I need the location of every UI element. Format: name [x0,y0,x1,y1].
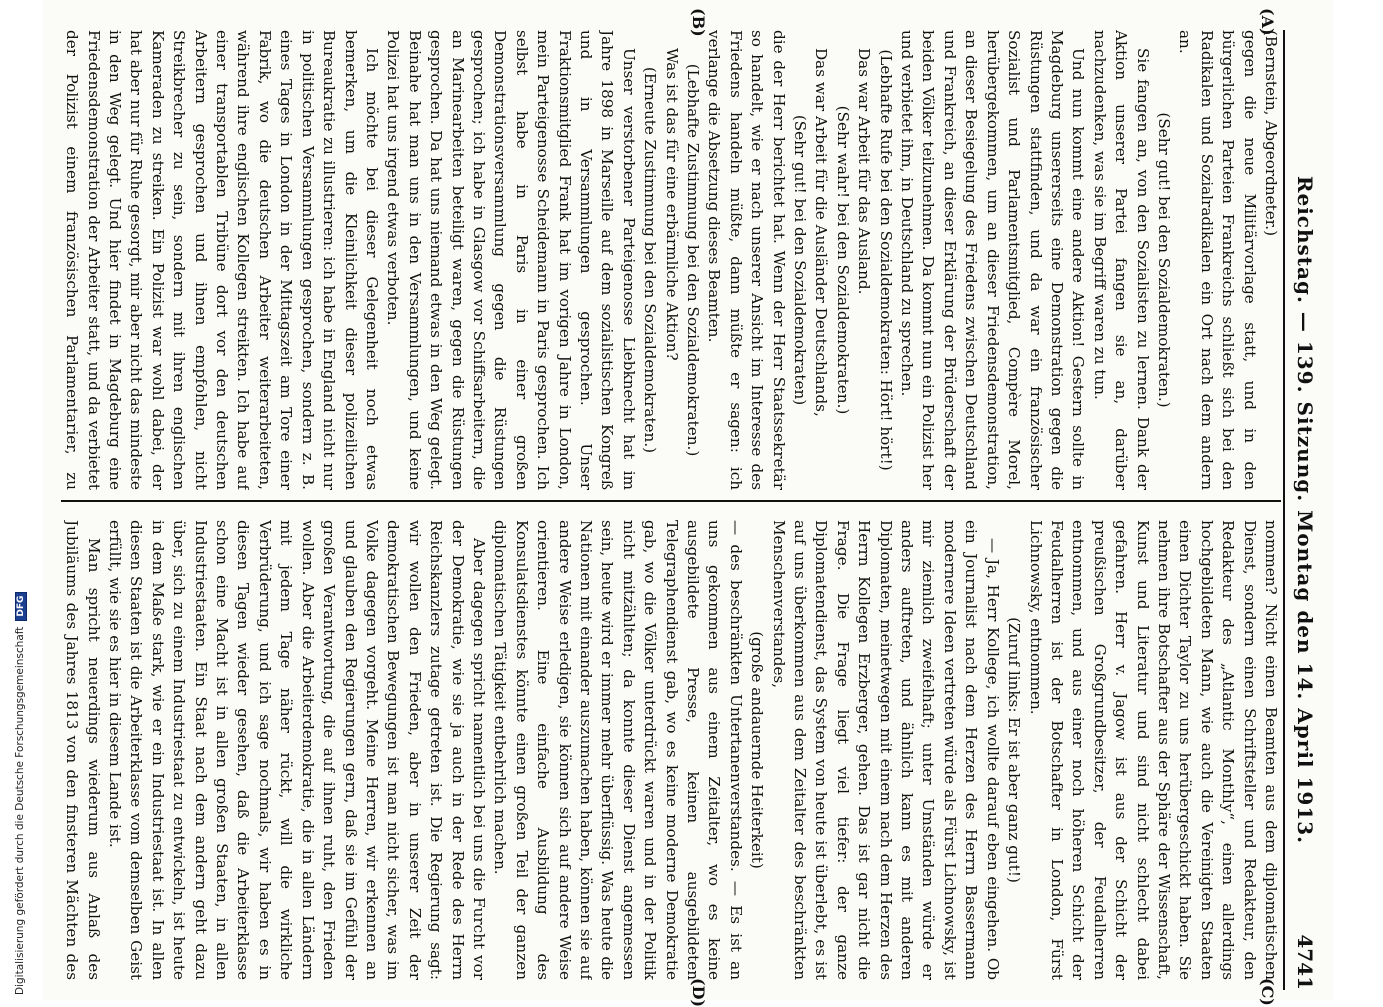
credit-strip [0,0,26,1000]
paragraph: Was ist das für eine erbärmliche Aktion? [662,48,681,361]
margin-letter-d: (D) [689,978,708,1007]
newspaper-page [43,0,1333,1007]
left-text-column [61,30,1281,490]
interjection: (Sehr gut! bei den Sozialdemokraten) [791,114,810,406]
margin-letter-b: (B) [689,8,708,37]
paragraph: gegen die neue Militärvorlage statt, und in den bürgerlichen Parteien Frankreichs schließt sich bei den Radikalen und Sozialradikalen ein Ort nach dem andern an. [1176,30,1259,490]
page-header [1283,30,1321,990]
paragraph: Das war Arbeit für die Ausländer Deutschlands, [812,48,831,417]
digitization-credit [14,5,30,995]
interjection: (Lebhafte Zustimmung bei den Sozialdemokraten.) [684,63,703,457]
interjection: (Erneute Zustimmung bei den Sozialdemokraten.) [641,66,660,454]
right-text-column [61,520,1281,980]
paragraph: Unser verstorbener Parteigenosse Liebknecht hat im Jahre 1898 in Marseille auf dem sozialistischen Kongreß und in Versammlungen gesprochen. Unser Fraktionsmitglied Frank hat im vorigen Jahre in London, mein Parteigenosse Scheidemann in Paris gesprochen. Ich selbst habe in Paris in einer großen Demonstrationsversammlung gegen die Rüstungen gesprochen; ich habe in Glasgow vor Schiffsarbeitern, die an Marinearbeiten beteiligt waren, gegen die Rüstungen gesprochen. Da hat uns niemand etwas in den Weg gelegt. Beinahe hat man uns in den Versammlungen, und keine Polizei hat uns irgend etwas verboten. [384,30,638,490]
page-number: 4741 [1293,934,1317,990]
interjection: (Sehr gut! bei den Sozialdemokraten.) [1154,112,1173,408]
paragraph: Aber dagegen spricht namentlich bei uns die Furcht vor der Demokratie, wie sie ja auch in der Rede des Herrn Reichskanzlers zutage getreten ist. Die Regierung sagt: wir wollen den Frieden, aber in unserer Zeit der demokratischen Bewegungen ist man nicht sicher, was im Volke dagegen vorgeht. Meine Herren, wir erkennen an und glauben den Regierungen gern, daß sie im Gefühl der großen Verantwortung, die auf ihnen ruht, den Frieden wollen. Aber die Arbeiterdemokratie, die in allen Ländern mit jedem Tage näher rückt, will die wirkliche Verbrüderung, und ich sage nochmals, wir haben es in diesen Tagen wieder gesehen, daß die Arbeiterklasse schon eine Macht ist in allen großen Staaten, in allen Industriestaaten. Ein Staat nach dem andern geht dazu über, sich zu einem Industriestaat zu entwickeln, ist heute in dem Maße stark, wie er ein Industriestaat ist. In allen diesen Staaten ist die Arbeiterklasse vom demselben Geist erfüllt, wie sie es hier in diesem Lande ist. [106,520,488,980]
paragraph: Ich möchte bei dieser Gelegenheit noch etwas bemerken, um die Kleinlichkeit dieser polizeilichen Bureaukratie zu illustrieren: ich habe in England nicht nur in politischen Versammlungen gesprochen, sondern z. B. eines Tages in London in der Mittagszeit am Tore einer Fabrik, wo die deutschen Arbeiter weiterarbeiteten, während ihre englischen Kollegen streikten. Ich habe auf einer transportablen Tribüne dort vor den deutschen Arbeitern gesprochen und ihnen empfohlen, nicht Streikbrecher zu sein, sondern mit ihren englischen Kameraden zu streiken. Ein Polizist war wohl dabei, der hat aber nur für Ruhe gesorgt, mir aber nicht das mindeste in den Weg gelegt. Und hier findet in Magdeburg eine Friedensdemonstration der Arbeiter statt, und da verbietet der Polizist einem französischen Parlamentarier, zu [63,30,381,490]
margin-letter-a: (A) [1258,8,1277,36]
credit-text: Digitalisierung gefördert durch die Deutsche Forschungsgemeinschaft [14,626,26,995]
paragraph: — des beschränkten Untertanenverstandes. — Es ist an uns gekommen aus einem Zeitalter, wo es keine ausgebildete Presse, keinen ausgebildeten Telegraphendienst gab, wo es keine moderne Demokratie gab, wo die Völker unterdrückt waren und in der Politik nicht mitzählten; da konnte dieser Dienst angemessen sein, heute wird er immer mehr überflüssig. Was heute die Nationen mit einander auszumachen haben, können sie auf andere Weise erledigen, sie können sich auf andere Weise orientieren. Eine einfache Ausbildung des Konsulatsdienstes könnte einen großen Teil der ganzen diplomatischen Tätigkeit entbehrlich machen. [491,520,745,980]
interjection: (Lebhafte Rufe bei den Sozialdemokraten: Hört! hört!) [876,49,895,471]
paragraph: Das war Arbeit für das Ausland. [855,48,874,295]
margin-letter-c: (C) [1258,978,1277,1006]
column-divider [61,500,1281,502]
paragraph: nommen? Nicht einen Beamten aus dem diplomatischen Dienst, sondern einen Schriftsteller und Redakteur, den Redakteur des „Atlantic Monthly“, einen allerdings hochgebildeten Mann, wie auch die Vereinigten Staaten einen Dichter Taylor zu uns herübergeschickt haben. Sie nehmen ihre Botschafter aus der Sphäre der Wissenschaft, Kunst und Literatur und sind nicht schlecht dabei gefahren. Herr v. Jagow ist aus der Schicht der preußischen Großgrundbesitzer, der Feudalherren entnommen, und aus einer noch höheren Schicht der Feudalherren ist der Botschafter in London, Fürst Lichnowsky, entnommen. [1026,520,1280,980]
paragraph: Man spricht neuerdings wiederum aus Anlaß des Jubiläums des Jahres 1813 von den finsteren Mächten des [63,520,103,980]
dfg-logo: DFG [15,592,27,621]
interjection: (Sehr wahr! bei den Sozialdemokraten.) [833,105,852,415]
paragraph: (Bernstein, Abgeordneter.) [1262,30,1280,237]
interjection: (große andauernde Heiterkeit) [748,631,767,869]
paragraph: die der Herr berichtet hat. Wenn der Herr Staatssekretär so handelt, wie er nach unserer Ansicht im Interesse des Friedens handeln müßte, dann müßte er sagen: ich verlange die Absetzung dieses Beamten. [705,30,788,490]
header-title: Reichstag. — 139. Sitzung. Montag den 14. April 1913. [1293,175,1317,845]
paragraph: Und nun kommt eine andere Aktion! Gestern sollte in Magdeburg unsererseits eine Demonstration gegen die Rüstungen stattfinden, und da war ein französischer Sozialist und Parlamentsmitglied, Compère Morel, herübergekommen, um an dieser Friedensdemonstration, an dieser Besiegelung des Friedens zwischen Deutschland und Frankreich, an dieser Erklärung der Brüderschaft der beiden Völker teilzunehmen. Da kommt nun ein Polizist her und verbietet ihm, in Deutschland zu sprechen. [898,30,1088,490]
interjection: (Zuruf links: Er ist aber ganz gut!) [1005,617,1024,883]
paragraph: — Ja, Herr Kollege, ich wollte darauf eben eingehen. Ob ein Journalist nach dem Herzen des Herrn Bassermann modernere Ideen vertreten würde als Fürst Lichnowsky, ist mir ziemlich zweifelhaft; unter Umständen würde er anders auftreten, und ähnlich kann es mit anderen Diplomaten, meinetwegen mit einem nach dem Herzen des Herrn Kollegen Erzberger, gehen. Das ist gar nicht die Frage. Die Frage liegt viel tiefer: der ganze Diplomatendienst, das System von heute ist überlebt, es ist auf uns überkommen aus dem Zeitalter des beschränkten Menschenverstandes, [769,520,1002,980]
paragraph: Sie fangen an, von den Sozialisten zu lernen. Dank der Aktion unserer Partei fangen sie an, darüber nachzudenken, was sie im Begriff waren zu tun. [1090,30,1152,490]
